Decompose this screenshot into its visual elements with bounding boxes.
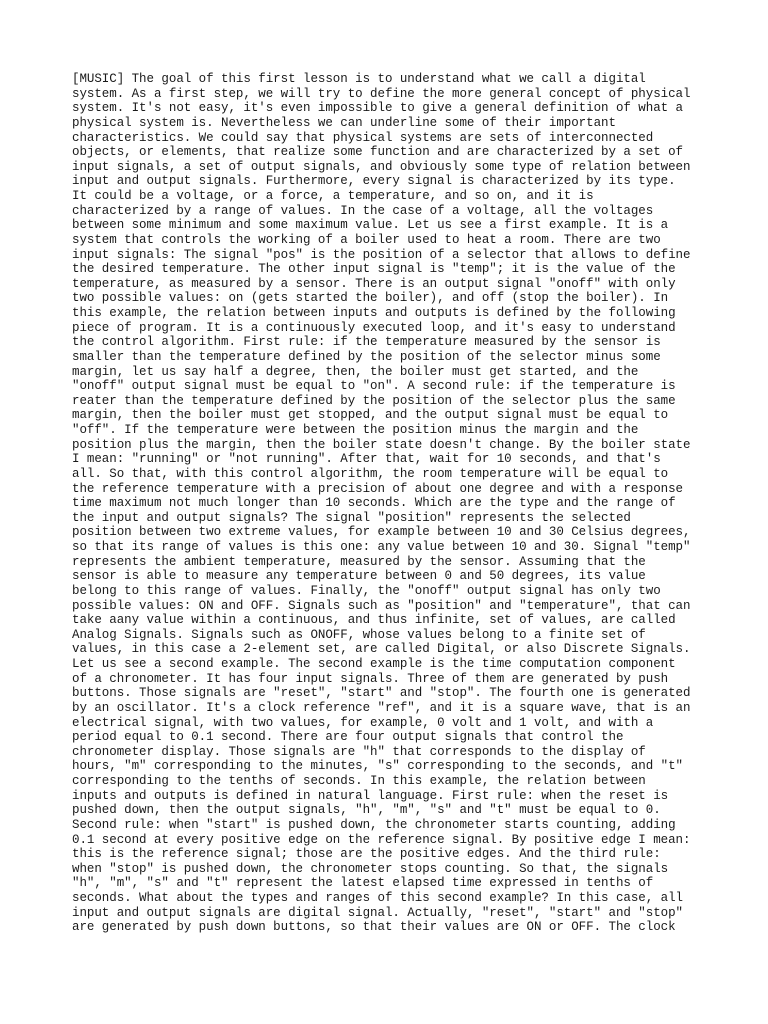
text-line: the desired temperature. The other input signal is "temp"; it is the value of the bbox=[72, 262, 676, 277]
text-line: so that its range of values is this one: any value between 10 and 30. Signal "temp" bbox=[72, 540, 691, 554]
text-line: two possible values: on (gets started the boiler), and off (stop the boiler). In bbox=[72, 291, 669, 306]
text-line: by an oscillator. It's a clock reference "ref", and it is a square wave, that is an bbox=[72, 700, 691, 715]
text-line: hours, "m" corresponding to the minutes, "s" corresponding to the seconds, and "t" bbox=[72, 759, 684, 774]
text-line: objects, or elements, that realize some function and are characterized by a set of bbox=[72, 145, 684, 160]
text-line: characterized by a range of values. In the case of a voltage, all the voltages bbox=[72, 203, 654, 218]
text-line: seconds. What about the types and ranges of this second example? In this case, all bbox=[72, 891, 684, 905]
text-line: system. It's not easy, it's even impossible to give a general definition of what a bbox=[72, 101, 684, 116]
text-line: smaller than the temperature defined by the position of the selector minus some bbox=[72, 349, 661, 364]
text-line: sensor is able to measure any temperature between 0 and 50 degrees, its value bbox=[72, 569, 646, 584]
text-line: electrical signal, with two values, for example, 0 volt and 1 volt, and with a bbox=[72, 715, 654, 730]
text-line: system. As a first step, we will try to define the more general concept of physical bbox=[72, 86, 691, 101]
text-line: buttons. Those signals are "reset", "start" and "stop". The fourth one is generated bbox=[72, 686, 691, 701]
text-line: input signals, a set of output signals, and obviously some type of relation between bbox=[72, 159, 691, 174]
text-line: "onoff" output signal must be equal to "on". A second rule: if the temperature is bbox=[72, 379, 676, 394]
text-line: input and output signals. Furthermore, every signal is characterized by its type. bbox=[72, 174, 676, 189]
text-line: 0.1 second at every positive edge on the reference signal. By positive edge I mean: bbox=[72, 832, 691, 847]
text-line: are generated by push down buttons, so that their values are ON or OFF. The clock bbox=[72, 920, 676, 935]
text-line: chronometer display. Those signals are "h" that corresponds to the display of bbox=[72, 744, 646, 759]
text-line: input and output signals are digital signal. Actually, "reset", "start" and "stop" bbox=[72, 905, 684, 920]
text-line: reater than the temperature defined by the position of the selector plus the same bbox=[72, 393, 676, 408]
text-line: Let us see a second example. The second example is the time computation component bbox=[72, 657, 676, 671]
text-line: margin, let us say half a degree, then, the boiler must get started, and the bbox=[72, 364, 639, 379]
text-line: corresponding to the tenths of seconds. In this example, the relation between bbox=[72, 774, 646, 788]
text-line: piece of program. It is a continuously executed loop, and it's easy to understand bbox=[72, 320, 676, 335]
text-line: position between two extreme values, for example between 10 and 30 Celsius degrees, bbox=[72, 525, 691, 540]
text-line: all. So that, with this control algorithm, the room temperature will be equal to bbox=[72, 466, 669, 481]
text-line: time maximum not much longer than 10 seconds. Which are the type and the range of bbox=[72, 496, 676, 511]
text-line: pushed down, then the output signals, "h", "m", "s" and "t" must be equal to 0. bbox=[72, 803, 661, 818]
text-line: inputs and outputs is defined in natural language. First rule: when the reset is bbox=[72, 788, 669, 803]
text-line: input signals: The signal "pos" is the position of a selector that allows to define bbox=[72, 247, 691, 262]
text-line: It could be a voltage, or a force, a temperature, and so on, and it is bbox=[72, 189, 594, 203]
transcript-text-block bbox=[72, 72, 712, 935]
text-line: belong to this range of values. Finally, the "onoff" output signal has only two bbox=[72, 583, 661, 598]
text-line: take aany value within a continuous, and thus infinite, set of values, are called bbox=[72, 613, 676, 628]
text-line: Analog Signals. Signals such as ONOFF, whose values belong to a finite set of bbox=[72, 627, 646, 642]
text-line: the input and output signals? The signal "position" represents the selected bbox=[72, 510, 631, 525]
text-line: period equal to 0.1 second. There are four output signals that control the bbox=[72, 730, 624, 745]
text-line: between some minimum and some maximum value. Let us see a first example. It is a bbox=[72, 218, 669, 233]
text-line: of a chronometer. It has four input signals. Three of them are generated by push bbox=[72, 671, 669, 686]
text-line: I mean: "running" or "not running". After that, wait for 10 seconds, and that's bbox=[72, 452, 661, 467]
text-line: Second rule: when "start" is pushed down, the chronometer starts counting, adding bbox=[72, 817, 676, 832]
text-line: the reference temperature with a precision of about one degree and with a response bbox=[72, 481, 684, 496]
text-line: characteristics. We could say that physical systems are sets of interconnected bbox=[72, 130, 654, 145]
text-line: this example, the relation between inputs and outputs is defined by the following bbox=[72, 306, 676, 320]
text-line: "h", "m", "s" and "t" represent the latest elapsed time expressed in tenths of bbox=[72, 876, 654, 891]
text-line: possible values: ON and OFF. Signals such as "position" and "temperature", that can bbox=[72, 598, 691, 613]
text-line: physical system is. Nevertheless we can underline some of their important bbox=[72, 115, 616, 130]
text-line: "off". If the temperature were between the position minus the margin and the bbox=[72, 423, 639, 437]
text-line: represents the ambient temperature, measured by the sensor. Assuming that the bbox=[72, 554, 646, 569]
text-line: when "stop" is pushed down, the chronometer stops counting. So that, the signals bbox=[72, 861, 669, 876]
text-line: temperature, as measured by a sensor. There is an output signal "onoff" with only bbox=[72, 276, 676, 291]
text-line: values, in this case a 2-element set, are called Digital, or also Discrete Signals. bbox=[72, 642, 691, 657]
text-line: system that controls the working of a boiler used to heat a room. There are two bbox=[72, 232, 661, 247]
text-line: the control algorithm. First rule: if the temperature measured by the sensor is bbox=[72, 335, 661, 350]
text-line: [MUSIC] The goal of this first lesson is to understand what we call a digital bbox=[72, 72, 646, 86]
text-line: position plus the margin, then the boiler state doesn't change. By the boiler state bbox=[72, 437, 691, 452]
text-line: margin, then the boiler must get stopped, and the output signal must be equal to bbox=[72, 408, 669, 423]
text-line: this is the reference signal; those are the positive edges. And the third rule: bbox=[72, 847, 661, 862]
